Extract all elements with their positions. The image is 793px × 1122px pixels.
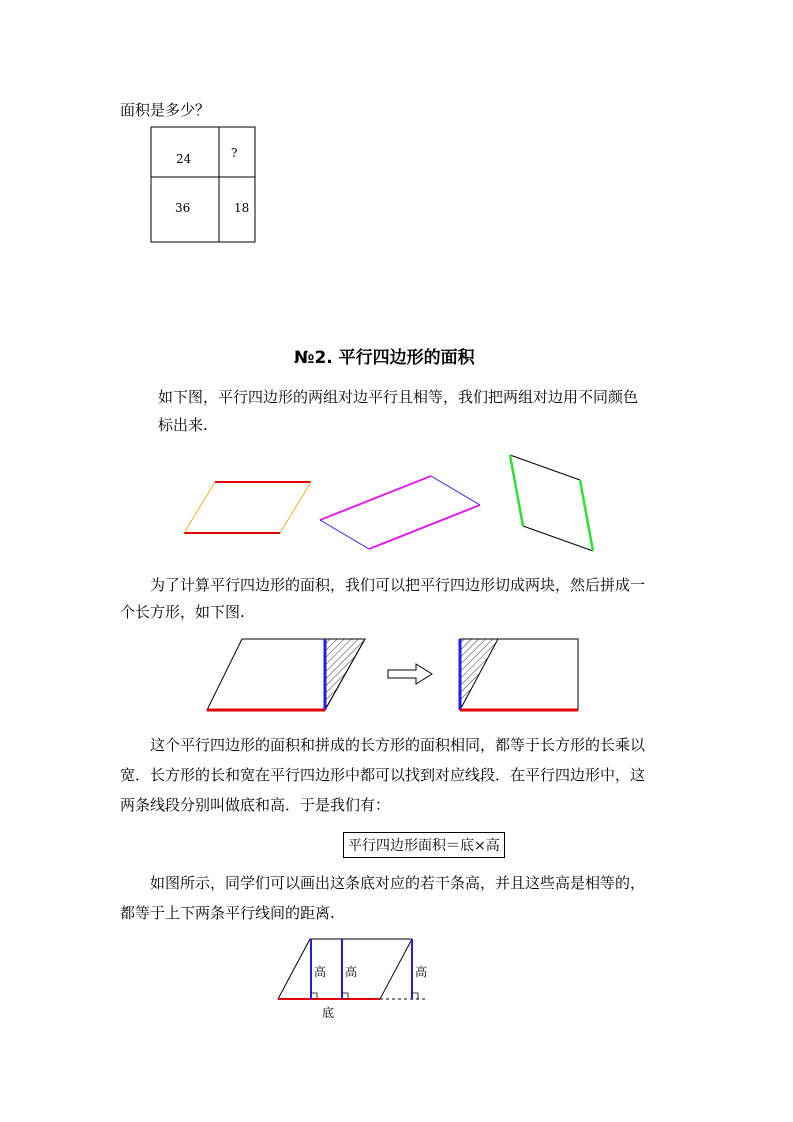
para2-line2: 个长方形，如下图. [120,603,245,621]
para3-line3: 两条线段分别叫做底和高．于是我们有： [120,796,391,814]
para1-line2: 标出来. [158,416,208,434]
height-label-3: 高 [415,965,428,979]
section-title: №2. 平行四边形的面积 [294,348,475,368]
area-formula: 平行四边形面积＝底×高 [343,832,505,858]
grid-top-left: 24 [176,152,192,166]
para1-line1: 如下图，平行四边形的两组对边平行且相等，我们把两组对边用不同颜色 [158,388,639,406]
base-label: 底 [322,1006,335,1020]
grid-top-right: ? [231,146,238,160]
height-label-2: 高 [345,965,358,979]
grid-bottom-right: 18 [234,201,250,215]
para2-line1: 为了计算平行四边形的面积，我们可以把平行四边形切成两块，然后拼成一 [150,576,646,594]
para4-line2: 都等于上下两条平行线间的距离. [120,904,335,922]
para3-line2: 宽．长方形的长和宽在平行四边形中都可以找到对应线段．在平行四边形中，这 [120,766,646,784]
para3-line1: 这个平行四边形的面积和拼成的长方形的面积相同，都等于长方形的长乘以 [150,736,646,754]
grid-bottom-left: 36 [175,201,191,215]
question-tail: 面积是多少？ [120,101,211,119]
para4-line1: 如图所示，同学们可以画出这条底对应的若干条高，并且这些高是相等的， [150,874,646,892]
height-label-1: 高 [314,965,327,979]
